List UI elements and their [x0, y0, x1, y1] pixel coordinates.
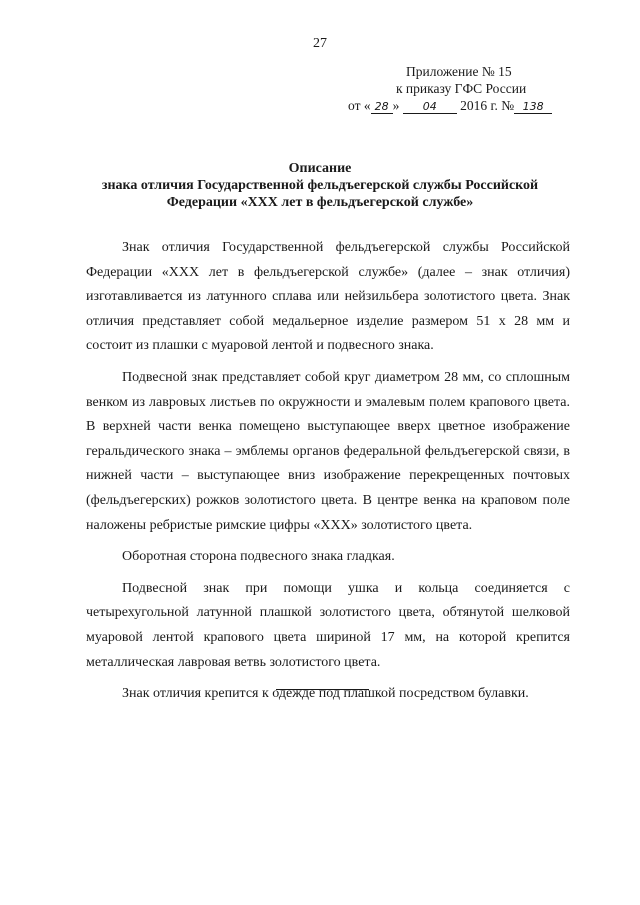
handwritten-day: 28	[371, 101, 393, 114]
title-line-1: Описание	[288, 161, 352, 176]
paragraph: Подвесной знак при помощи ушка и кольца соединяется с четырехугольной латунной плашкой золотистого цвета, обтянутой шелковой муаровой лентой крапового цвета шириной 17 мм, на которой крепится металлическая лавровая ветвь золотистого цвета.	[86, 580, 570, 670]
title-line-2: знака отличия Государственной фельдъегерской службы Российской	[101, 178, 539, 193]
date-prefix: от «	[348, 98, 371, 113]
appendix-order: к приказу ГФС России	[396, 81, 527, 96]
closing-divider	[276, 689, 369, 690]
handwritten-month: 04	[403, 101, 457, 114]
paragraph: Знак отличия Государственной фельдъегерской службы Российской Федерации «XXX лет в фельдъегерской службе» (далее – знак отличия) изготавливается из латунного сплава или нейзильбера золотистого цвета. Знак отличия представляет собой медальерное изделие размером 51 х 28 мм и состоит из плашки с муаровой лентой и подвесного знака.	[86, 240, 570, 354]
paragraph: Знак отличия крепится к одежде под плашкой посредством булавки.	[122, 686, 529, 702]
document-title	[0, 160, 640, 211]
handwritten-order-number: 138	[514, 101, 552, 114]
date-mid: »	[392, 98, 400, 113]
page-number: 27	[313, 36, 327, 51]
date-year: 2016 г. №	[460, 98, 515, 113]
title-line-3: Федерации «XXX лет в фельдъегерской службе»	[166, 195, 474, 210]
paragraph: Оборотная сторона подвесного знака гладкая.	[122, 549, 395, 565]
paragraph: Подвесной знак представляет собой круг диаметром 28 мм, со сплошным венком из лавровых листьев по окружности и эмалевым полем крапового цвета. В верхней части венка помещено выступающее вверх цветное изображение геральдического знака – эмблемы органов федеральной фельдъегерской связи, в нижней части – выступающее вниз изображение перекрещенных почтовых (фельдъегерских) рожков золотистого цвета. В центре венка на краповом поле наложены ребристые римские цифры «XXX» золотистого цвета.	[86, 369, 570, 533]
appendix-date-line	[348, 97, 596, 114]
document-body	[86, 236, 570, 714]
appendix-header	[348, 63, 596, 114]
appendix-number: Приложение № 15	[406, 64, 512, 79]
